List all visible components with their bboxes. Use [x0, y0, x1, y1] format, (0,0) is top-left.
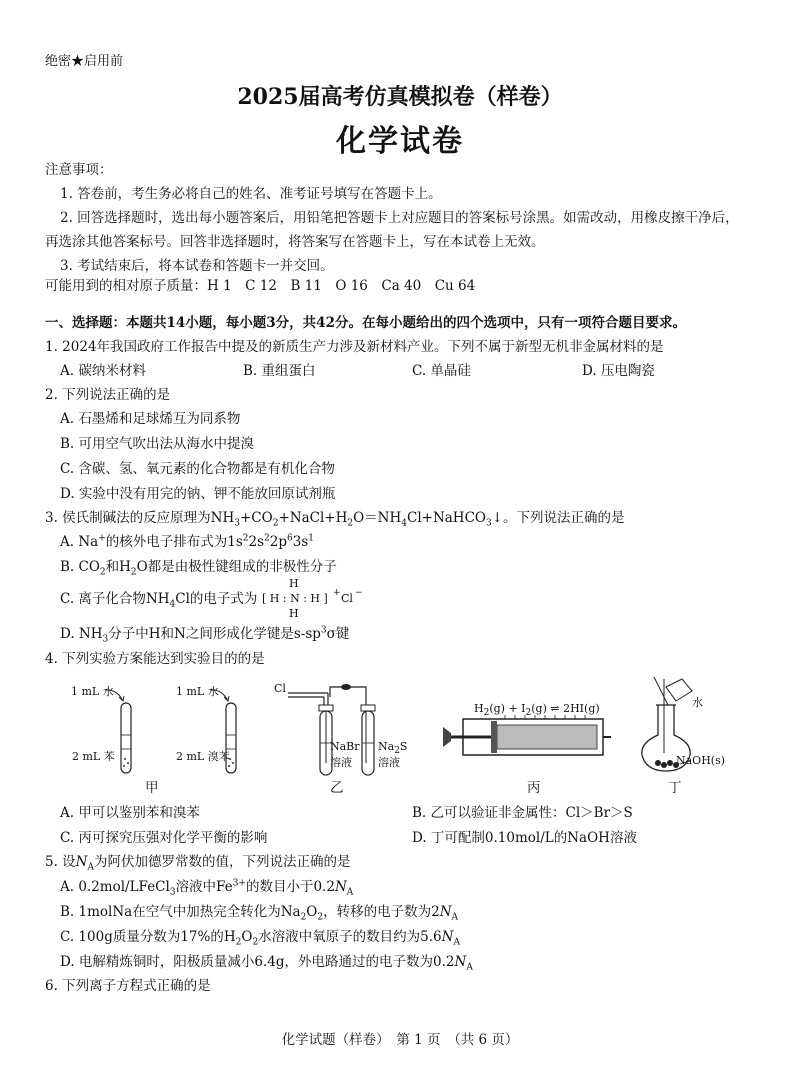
label-naoh-solid: NaOH(s) — [676, 754, 726, 767]
fig-label-jia: 甲 — [145, 780, 159, 796]
q1-option-d: D. 压电陶瓷 — [582, 363, 655, 379]
q1-option-c: C. 单晶硅 — [412, 363, 471, 379]
label-water-ding: 水 — [692, 696, 703, 709]
fig-label-bing: 丙 — [527, 780, 541, 796]
lewis-charge-minus: − — [355, 588, 363, 598]
page-footer: 化学试题（样卷） 第 1 页 （共 6 页） — [281, 1032, 519, 1048]
atomic-masses: 可能用到的相对原子质量：H 1 C 12 B 11 O 16 Ca 40 Cu 64 — [45, 278, 476, 294]
question-1-stem: 1. 2024年我国政府工作报告中提及的新质生产力涉及新材料产业。下列不属于新型无机非金属材料的是 — [45, 339, 664, 355]
notice-item: 1. 答卷前，考生务必将自己的姓名、准考证号填写在答题卡上。 — [60, 186, 442, 202]
lewis-cl: Cl — [341, 592, 353, 605]
label-cl2: Cl — [274, 682, 286, 695]
notice-item: 2. 回答选择题时，选出每小题答案后，用铅笔把答题卡上对应题目的答案标号涂黑。如需改动，用橡皮擦干净后， — [60, 210, 739, 226]
fig-label-ding: 丁 — [668, 780, 682, 796]
q4-option-b: B. 乙可以验证非金属性：Cl＞Br＞S — [412, 805, 633, 821]
label-water-1: 1 mL 水 — [71, 685, 114, 698]
q1-option-b: B. 重组蛋白 — [243, 363, 316, 379]
q5-option-a: A. 0.2mol/LFeCl$_3$溶液中$Fe^{3+}$的数目小于$0.2N_A$ — [60, 878, 354, 898]
figure-bing — [435, 675, 615, 785]
question-6-stem: 6. 下列离子方程式正确的是 — [45, 978, 211, 994]
q1-option-a: A. 碳纳米材料 — [60, 363, 146, 379]
lewis-h-top: H — [289, 577, 299, 590]
question-3-stem: 3. 侯氏制碱法的反应原理为$NH_3+CO_2+NaCl+H_2O=NH_4Cl+NaHCO_3↓$。下列说法正确的是 — [45, 510, 625, 529]
q5-option-c: C. 100g质量分数为17%的$H_2O_2$水溶液中氧原子的数目约为$5.6N_A$ — [60, 929, 460, 948]
q4-option-a: A. 甲可以鉴别苯和溴苯 — [60, 805, 200, 821]
lewis-h-bottom: H — [289, 607, 299, 620]
q2-option-a: A. 石墨烯和足球烯互为同系物 — [60, 411, 241, 427]
q3-option-c: C. 离子化合物$NH_4Cl$的电子式为 — [60, 591, 258, 610]
lewis-structure: [ H : N : H ] — [262, 592, 328, 605]
notice-heading: 注意事项： — [45, 162, 113, 178]
label-nabr-sol: 溶液 — [330, 756, 352, 769]
q5-option-b: B. 1molNa在空气中加热完全转化为$Na_2O_2$，转移的电子数为$2N_A$ — [60, 904, 459, 923]
q5-option-d: D. 电解精炼铜时，阳极质量减小6.4g，外电路通过的电子数为$0.2N_A$ — [60, 954, 473, 973]
q2-option-c: C. 含碳、氢、氧元素的化合物都是有机化合物 — [60, 461, 335, 477]
q4-option-d: D. 丁可配制0.10mol/L的NaOH溶液 — [412, 830, 637, 846]
question-5-stem: 5. 设$N_A$为阿伏加德罗常数的值，下列说法正确的是 — [45, 854, 351, 873]
exam-title: 2025届高考仿真模拟卷（样卷） — [237, 84, 563, 110]
section-heading: 一、选择题：本题共14小题，每小题3分，共42分。在每小题给出的四个选项中，只有一项符合题目要求。 — [45, 315, 686, 331]
label-na2s-sol: 溶液 — [378, 756, 400, 769]
notice-item: 3. 考试结束后，将本试卷和答题卡一并交回。 — [60, 258, 334, 274]
label-water-2: 1 mL 水 — [176, 685, 219, 698]
q3-option-d: D. $NH_3$分子中H和N之间形成化学键是$s-sp^3\sigma$键 — [60, 625, 350, 645]
question-4-stem: 4. 下列实验方案能达到实验目的的是 — [45, 651, 265, 667]
question-2-stem: 2. 下列说法正确的是 — [45, 387, 171, 403]
figure-ding — [630, 675, 730, 785]
equilibrium-equation: $H_2(g) + I_2(g)$ ⇌ 2HI(g) — [474, 702, 600, 719]
q4-option-c: C. 丙可探究压强对化学平衡的影响 — [60, 830, 268, 846]
test-tube-1 — [121, 703, 131, 773]
label-nabr: NaBr — [330, 740, 360, 753]
label-bromobenzene: 2 mL 溴苯 — [176, 750, 230, 763]
q2-option-b: B. 可用空气吹出法从海水中提溴 — [60, 436, 255, 452]
label-benzene: 2 mL 苯 — [72, 750, 115, 763]
notice-item: 再选涂其他答案标号。回答非选择题时，将答案写在答题卡上，写在本试卷上无效。 — [45, 234, 545, 250]
lewis-charge-plus: + — [333, 588, 341, 598]
q3-option-b: B. $CO_2$和$H_2O$都是由极性键组成的非极性分子 — [60, 559, 337, 578]
exam-subject: 化学试卷 — [336, 124, 464, 159]
q2-option-d: D. 实验中没有用完的钠、钾不能放回原试剂瓶 — [60, 486, 336, 502]
q3-option-a: A. Na+的核外电子排布式为$1s^22s^22p^63s^1$ — [60, 533, 315, 550]
label-na2s: $Na_2S$ — [378, 740, 408, 757]
confidential-mark: 绝密★启用前 — [45, 54, 124, 69]
fig-label-yi: 乙 — [330, 780, 344, 796]
